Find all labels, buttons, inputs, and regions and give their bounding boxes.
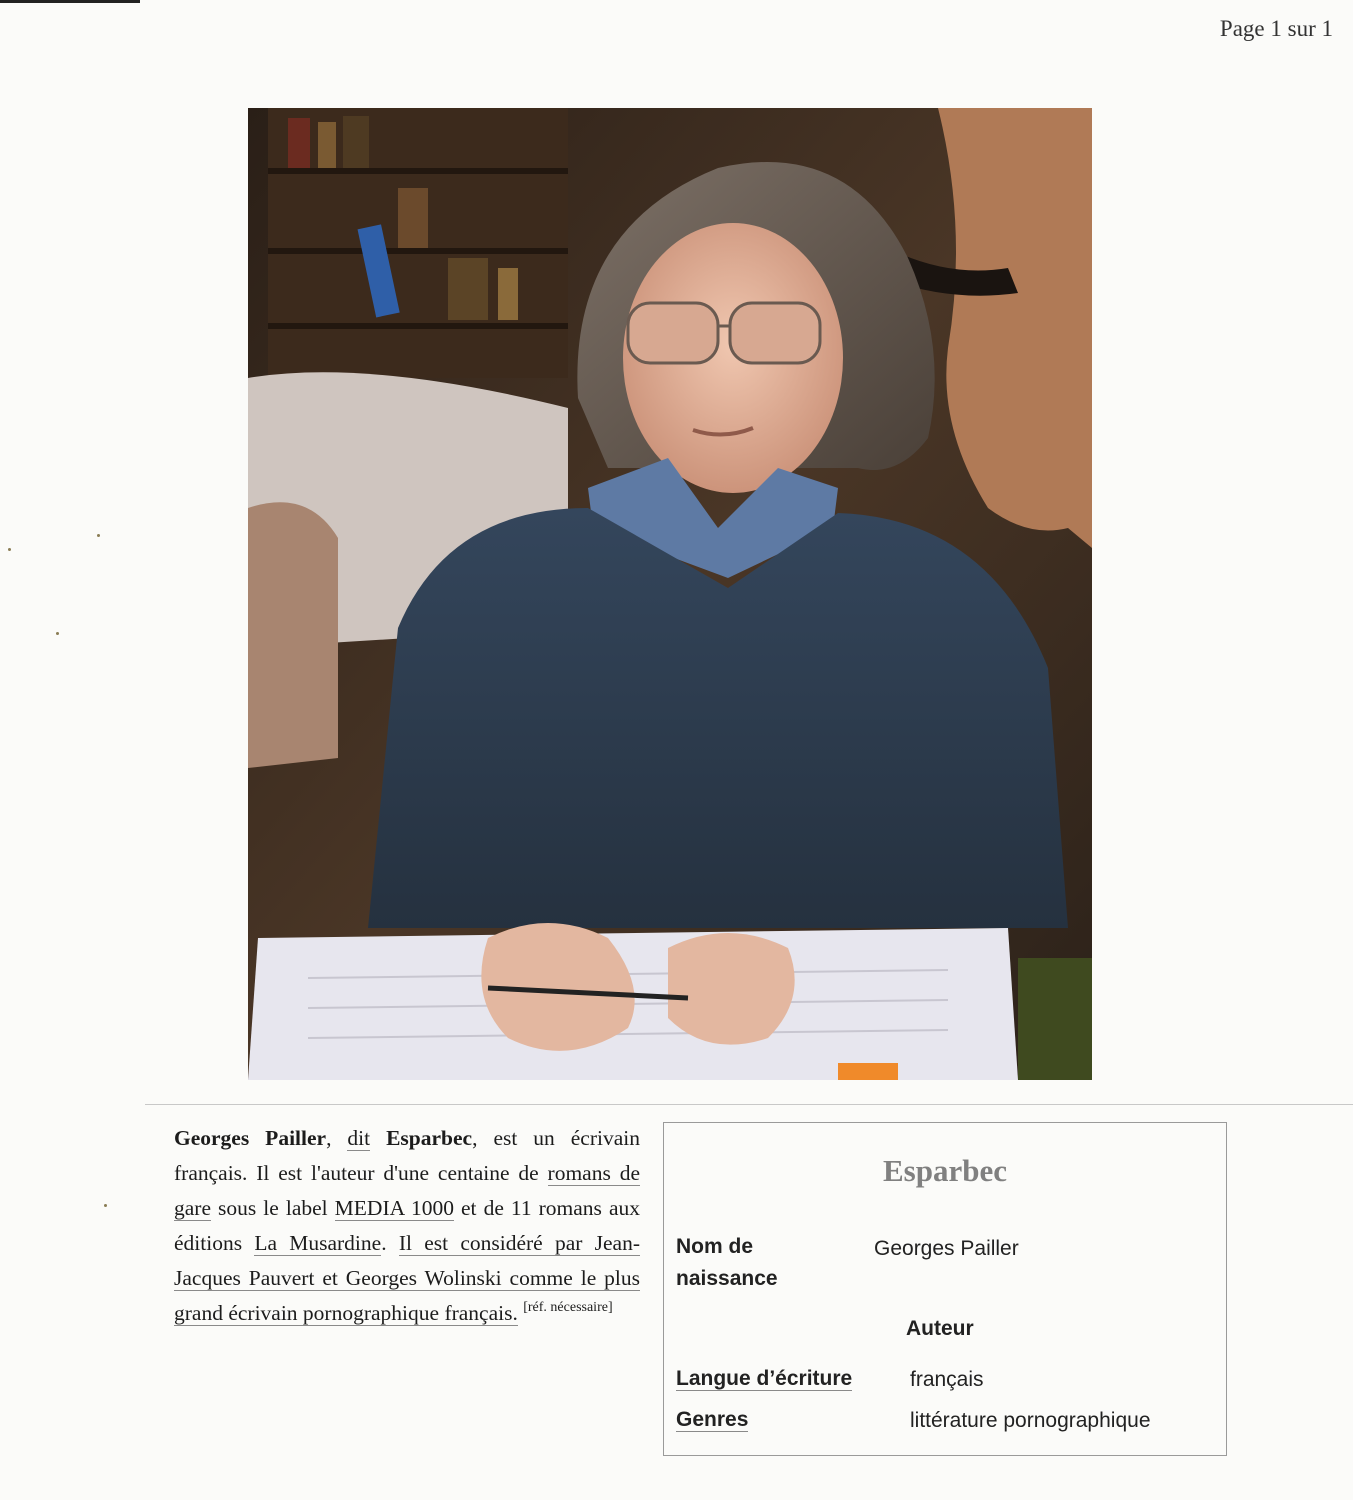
language-label-link[interactable]: Langue d’écriture bbox=[676, 1367, 853, 1390]
intro-text: et de 11 romans aux éditions bbox=[174, 1196, 640, 1255]
link-media-1000[interactable]: MEDIA 1000 bbox=[334, 1196, 454, 1220]
language-value[interactable]: français bbox=[910, 1368, 984, 1391]
portrait-illustration bbox=[248, 108, 1092, 1080]
birth-name-label-line2: naissance bbox=[676, 1267, 778, 1290]
genres-value[interactable]: littérature pornographique bbox=[910, 1409, 1151, 1432]
intro-text: , bbox=[326, 1126, 348, 1150]
intro-paragraph bbox=[174, 1121, 640, 1331]
divider bbox=[145, 1104, 1353, 1105]
scan-speck bbox=[97, 534, 100, 537]
birth-name-label bbox=[676, 1231, 778, 1295]
infobox-title: Esparbec bbox=[883, 1153, 1007, 1188]
infobox bbox=[663, 1122, 1227, 1456]
language-label bbox=[676, 1363, 852, 1395]
scan-speck bbox=[56, 632, 59, 635]
intro-text bbox=[370, 1126, 386, 1150]
intro-text: . bbox=[381, 1231, 399, 1255]
pen-name: Esparbec bbox=[386, 1126, 473, 1150]
link-considere[interactable]: Il est considéré par Jean-Jacques Pauvert et Georges Wolinski comme le plus grand écrivain pornographique français. bbox=[174, 1231, 640, 1325]
person-name: Georges Pailler bbox=[174, 1126, 327, 1150]
link-la-musardine[interactable]: La Musardine bbox=[254, 1231, 382, 1255]
birth-name-value: Georges Pailler bbox=[874, 1237, 1019, 1260]
birth-name-label-line1: Nom de bbox=[676, 1235, 754, 1258]
link-dit[interactable]: dit bbox=[347, 1126, 371, 1150]
scan-speck bbox=[8, 548, 11, 551]
citation-needed[interactable]: [réf. nécessaire] bbox=[523, 1300, 613, 1315]
genres-label bbox=[676, 1404, 748, 1436]
scan-speck bbox=[104, 1204, 107, 1207]
intro-text: sous le label bbox=[211, 1196, 335, 1220]
page-number: Page 1 sur 1 bbox=[1219, 16, 1333, 41]
link-romans-de-gare[interactable]: romans de gare bbox=[174, 1161, 640, 1220]
scan-corner-mark bbox=[0, 0, 140, 3]
portrait-photo bbox=[248, 108, 1092, 1080]
section-auteur: Auteur bbox=[906, 1317, 974, 1340]
genres-label-link[interactable]: Genres bbox=[676, 1408, 749, 1431]
intro-text: , est un écrivain français. Il est l'auteur d'une centaine de bbox=[174, 1126, 640, 1185]
